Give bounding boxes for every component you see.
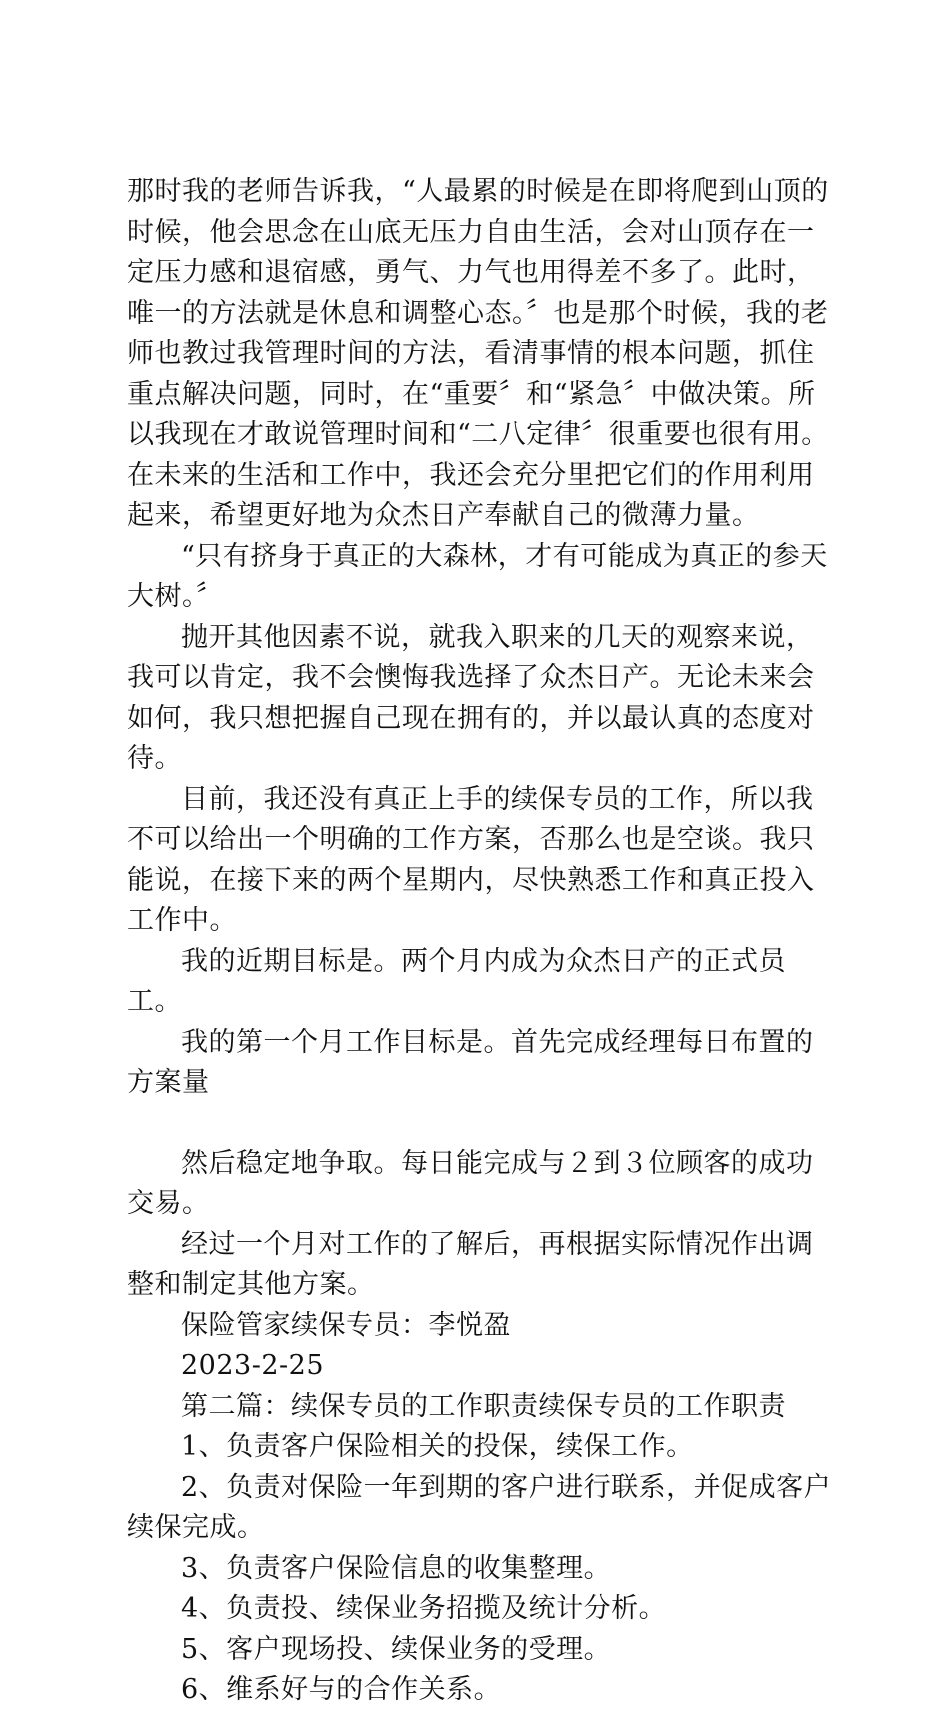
duty-item: 2、负责对保险一年到期的客户进行联系，并促成客户续保完成。 <box>127 1471 832 1543</box>
section-heading: 第二篇：续保专员的工作职责续保专员的工作职责 <box>181 1390 786 1422</box>
document-body <box>127 172 833 1711</box>
duty-item: 6、维系好与的合作关系。 <box>181 1674 502 1705</box>
paragraph-adjustment: 经过一个月对工作的了解后，再根据实际情况作出调整和制定其他方案。 <box>127 1228 814 1300</box>
paragraph-current-status: 目前，我还没有真正上手的续保专员的工作，所以我不可以给出一个明确的工作方案，否那么也是空谈。我只能说，在接下来的两个星期内，尽快熟悉工作和真正投入工作中。 <box>127 783 815 936</box>
paragraph-first-month-goal: 我的第一个月工作目标是。首先完成经理每日布置的方案量 <box>127 1026 814 1098</box>
paragraph-near-term-goal: 我的近期目标是。两个月内成为众杰日产的正式员工。 <box>127 945 786 1017</box>
paragraph-daily-target: 然后稳定地争取。每日能完成与２到３位顾客的成功交易。 <box>127 1147 814 1219</box>
paragraph-teacher-advice: 那时我的老师告诉我，“人最累的时候是在即将爬到山顶的时候，他会思念在山底无压力自由生活，会对山顶存在一定压力感和退宿感，勇气、力气也用得差不多了。此时，唯一的方法就是休息和调整心态。〞也是那个时候，我的老师也教过我管理时间的方法，看清事情的根本问题，抓住重点解决问题，同时，在“重要〞和“紧急〞中做决策。所以我现在才敢说管理时间和“二八定律〞很重要也很有用。在未来的生活和工作中，我还会充分里把它们的作用利用起来，希望更好地为众杰日产奉献自己的微薄力量。 <box>127 176 829 531</box>
duty-item: 4、负责投、续保业务招揽及统计分析。 <box>181 1593 667 1624</box>
blank-line <box>127 1104 833 1144</box>
duty-item: 5、客户现场投、续保业务的受理。 <box>181 1633 612 1665</box>
paragraph-observation: 抛开其他因素不说，就我入职来的几天的观察来说，我可以肯定，我不会懊悔我选择了众杰日产。无论未来会如何，我只想把握自己现在拥有的，并以最认真的态度对待。 <box>127 621 815 774</box>
duty-item: 1、负责客户保险相关的投保，续保工作。 <box>181 1431 694 1462</box>
duty-item: 3、负责客户保险信息的收集整理。 <box>181 1552 612 1584</box>
signature-date: 2023-2-25 <box>181 1350 324 1381</box>
paragraph-quote: “只有挤身于真正的大森林，才有可能成为真正的参天大树。〞 <box>127 540 828 612</box>
signature-author: 保险管家续保专员：李悦盈 <box>181 1309 511 1341</box>
